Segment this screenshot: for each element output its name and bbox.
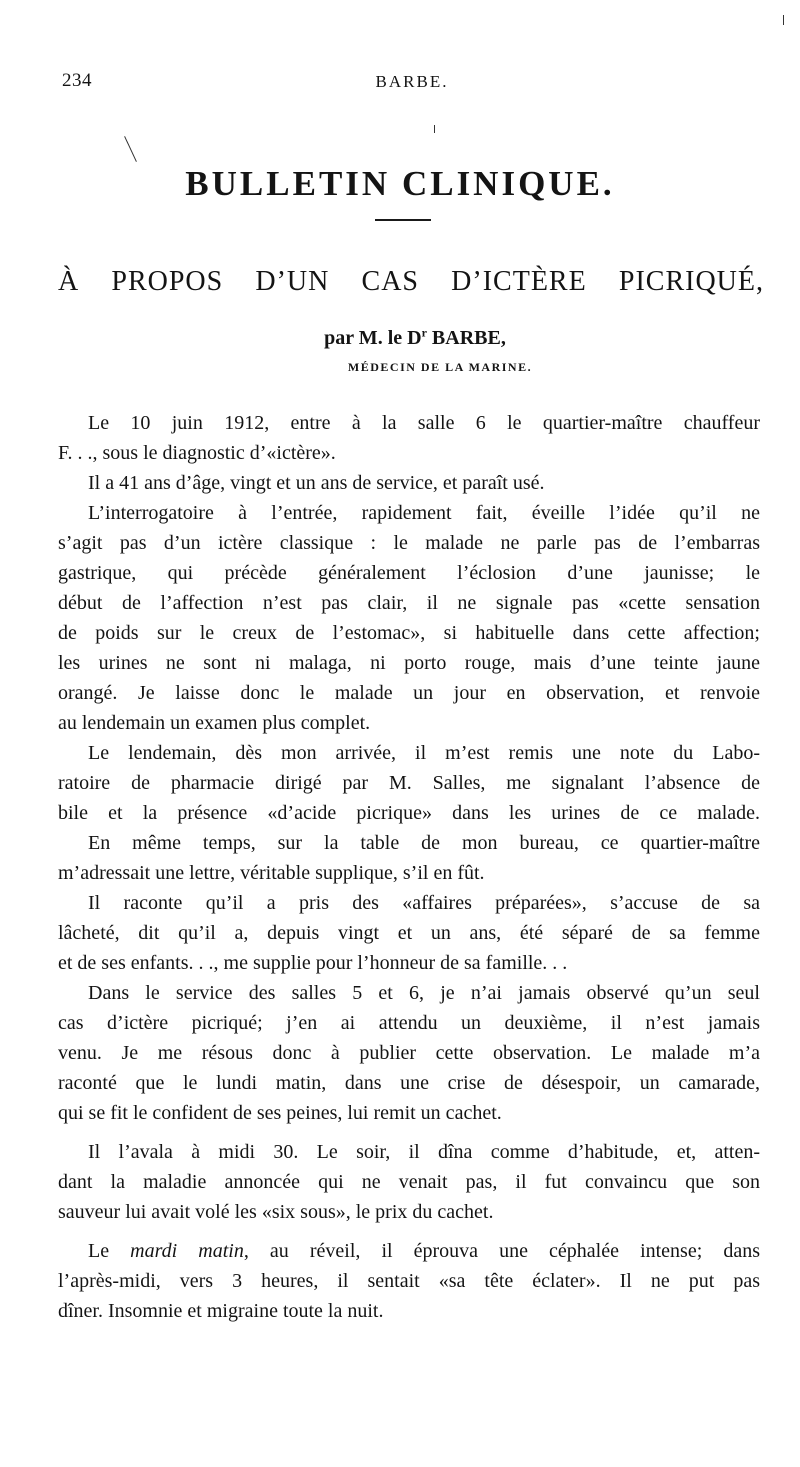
byline-superscript: r — [421, 325, 427, 340]
body-line: bile et la présence «d’acide picrique» dans les urines de ce malade. — [58, 802, 760, 824]
emphasis-text: mardi matin — [130, 1240, 244, 1262]
body-line: les urines ne sont ni malaga, ni porto rouge, mais d’une teinte jaune — [58, 652, 760, 674]
paragraph-gap — [58, 1128, 760, 1137]
article-body — [58, 408, 760, 1326]
body-line: début de l’affection n’est pas clair, il ne signale pas «cette sensation — [58, 592, 760, 614]
scan-speck — [124, 136, 137, 162]
body-line: qui se fit le confident de ses peines, lui remit un cachet. — [58, 1102, 502, 1124]
body-line: l’après-midi, vers 3 heures, il sentait «sa tête éclater». Il ne put pas — [58, 1270, 760, 1292]
title-rule — [375, 219, 431, 221]
body-line: dant la maladie annoncée qui ne venait pas, il fut convaincu que son — [58, 1171, 760, 1193]
body-line: cas d’ictère picriqué; j’en ai attendu un deuxième, il n’est jamais — [58, 1012, 760, 1034]
body-line: Le lendemain, dès mon arrivée, il m’est remis une note du Labo- — [88, 742, 760, 764]
scan-speck — [434, 125, 435, 133]
body-line: Il raconte qu’il a pris des «affaires préparées», s’accuse de sa — [88, 892, 760, 914]
author-affiliation: MÉDECIN DE LA MARINE. — [347, 360, 533, 374]
byline-prefix: par M. le D — [324, 327, 422, 349]
section-title: BULLETIN CLINIQUE. — [185, 164, 615, 203]
body-line: m’adressait une lettre, véritable supplique, s’il en fût. — [58, 862, 485, 884]
running-head-title: BARBE. — [375, 72, 449, 91]
body-line: ratoire de pharmacie dirigé par M. Salles, me signalant l’absence de — [58, 772, 760, 794]
body-line: Dans le service des salles 5 et 6, je n’ai jamais observé qu’un seul — [88, 982, 760, 1004]
body-line: venu. Je me résous donc à publier cette observation. Le malade m’a — [58, 1042, 760, 1064]
byline — [0, 327, 800, 350]
body-line: Le 10 juin 1912, entre à la salle 6 le quartier-maître chauffeur — [88, 412, 760, 434]
scan-speck — [783, 15, 784, 25]
body-line: En même temps, sur la table de mon bureau, ce quartier-maître — [88, 832, 760, 854]
body-text: Le — [88, 1240, 131, 1262]
byline-author: BARBE, — [426, 327, 506, 349]
body-line: Il a 41 ans d’âge, vingt et un ans de service, et paraît usé. — [88, 472, 545, 494]
body-line: sauveur lui avait volé les «six sous», le prix du cachet. — [58, 1201, 494, 1223]
body-line: s’agit pas d’un ictère classique : le malade ne parle pas de l’embarras — [58, 532, 760, 554]
body-line: dîner. Insomnie et migraine toute la nuit. — [58, 1300, 384, 1322]
body-line: L’interrogatoire à l’entrée, rapidement fait, éveille l’idée qu’il ne — [88, 502, 760, 524]
running-head — [62, 70, 762, 100]
body-line: de poids sur le creux de l’estomac», si habituelle dans cette affection; — [58, 622, 760, 644]
body-line: au lendemain un examen plus complet. — [58, 712, 371, 734]
body-line: Il l’avala à midi 30. Le soir, il dîna comme d’habitude, et, atten- — [88, 1141, 760, 1163]
body-line — [58, 1236, 760, 1266]
body-text: , au réveil, il éprouva une céphalée intense; dans — [243, 1240, 760, 1262]
page-number: 234 — [62, 70, 92, 91]
body-line: raconté que le lundi matin, dans une crise de désespoir, un camarade, — [58, 1072, 760, 1094]
body-line: gastrique, qui précède généralement l’éclosion d’une jaunisse; le — [58, 562, 760, 584]
body-line: et de ses enfants. . ., me supplie pour l’honneur de sa famille. . . — [58, 952, 568, 974]
body-line: lâcheté, dit qu’il a, depuis vingt et un ans, été séparé de sa femme — [58, 922, 760, 944]
body-line: F. . ., sous le diagnostic d’«ictère». — [58, 442, 336, 464]
body-line: orangé. Je laisse donc le malade un jour en observation, et renvoie — [58, 682, 760, 704]
paragraph-gap — [58, 1227, 760, 1236]
article-title: À PROPOS D’UN CAS D’ICTÈRE PICRIQUÉ, — [58, 266, 764, 297]
